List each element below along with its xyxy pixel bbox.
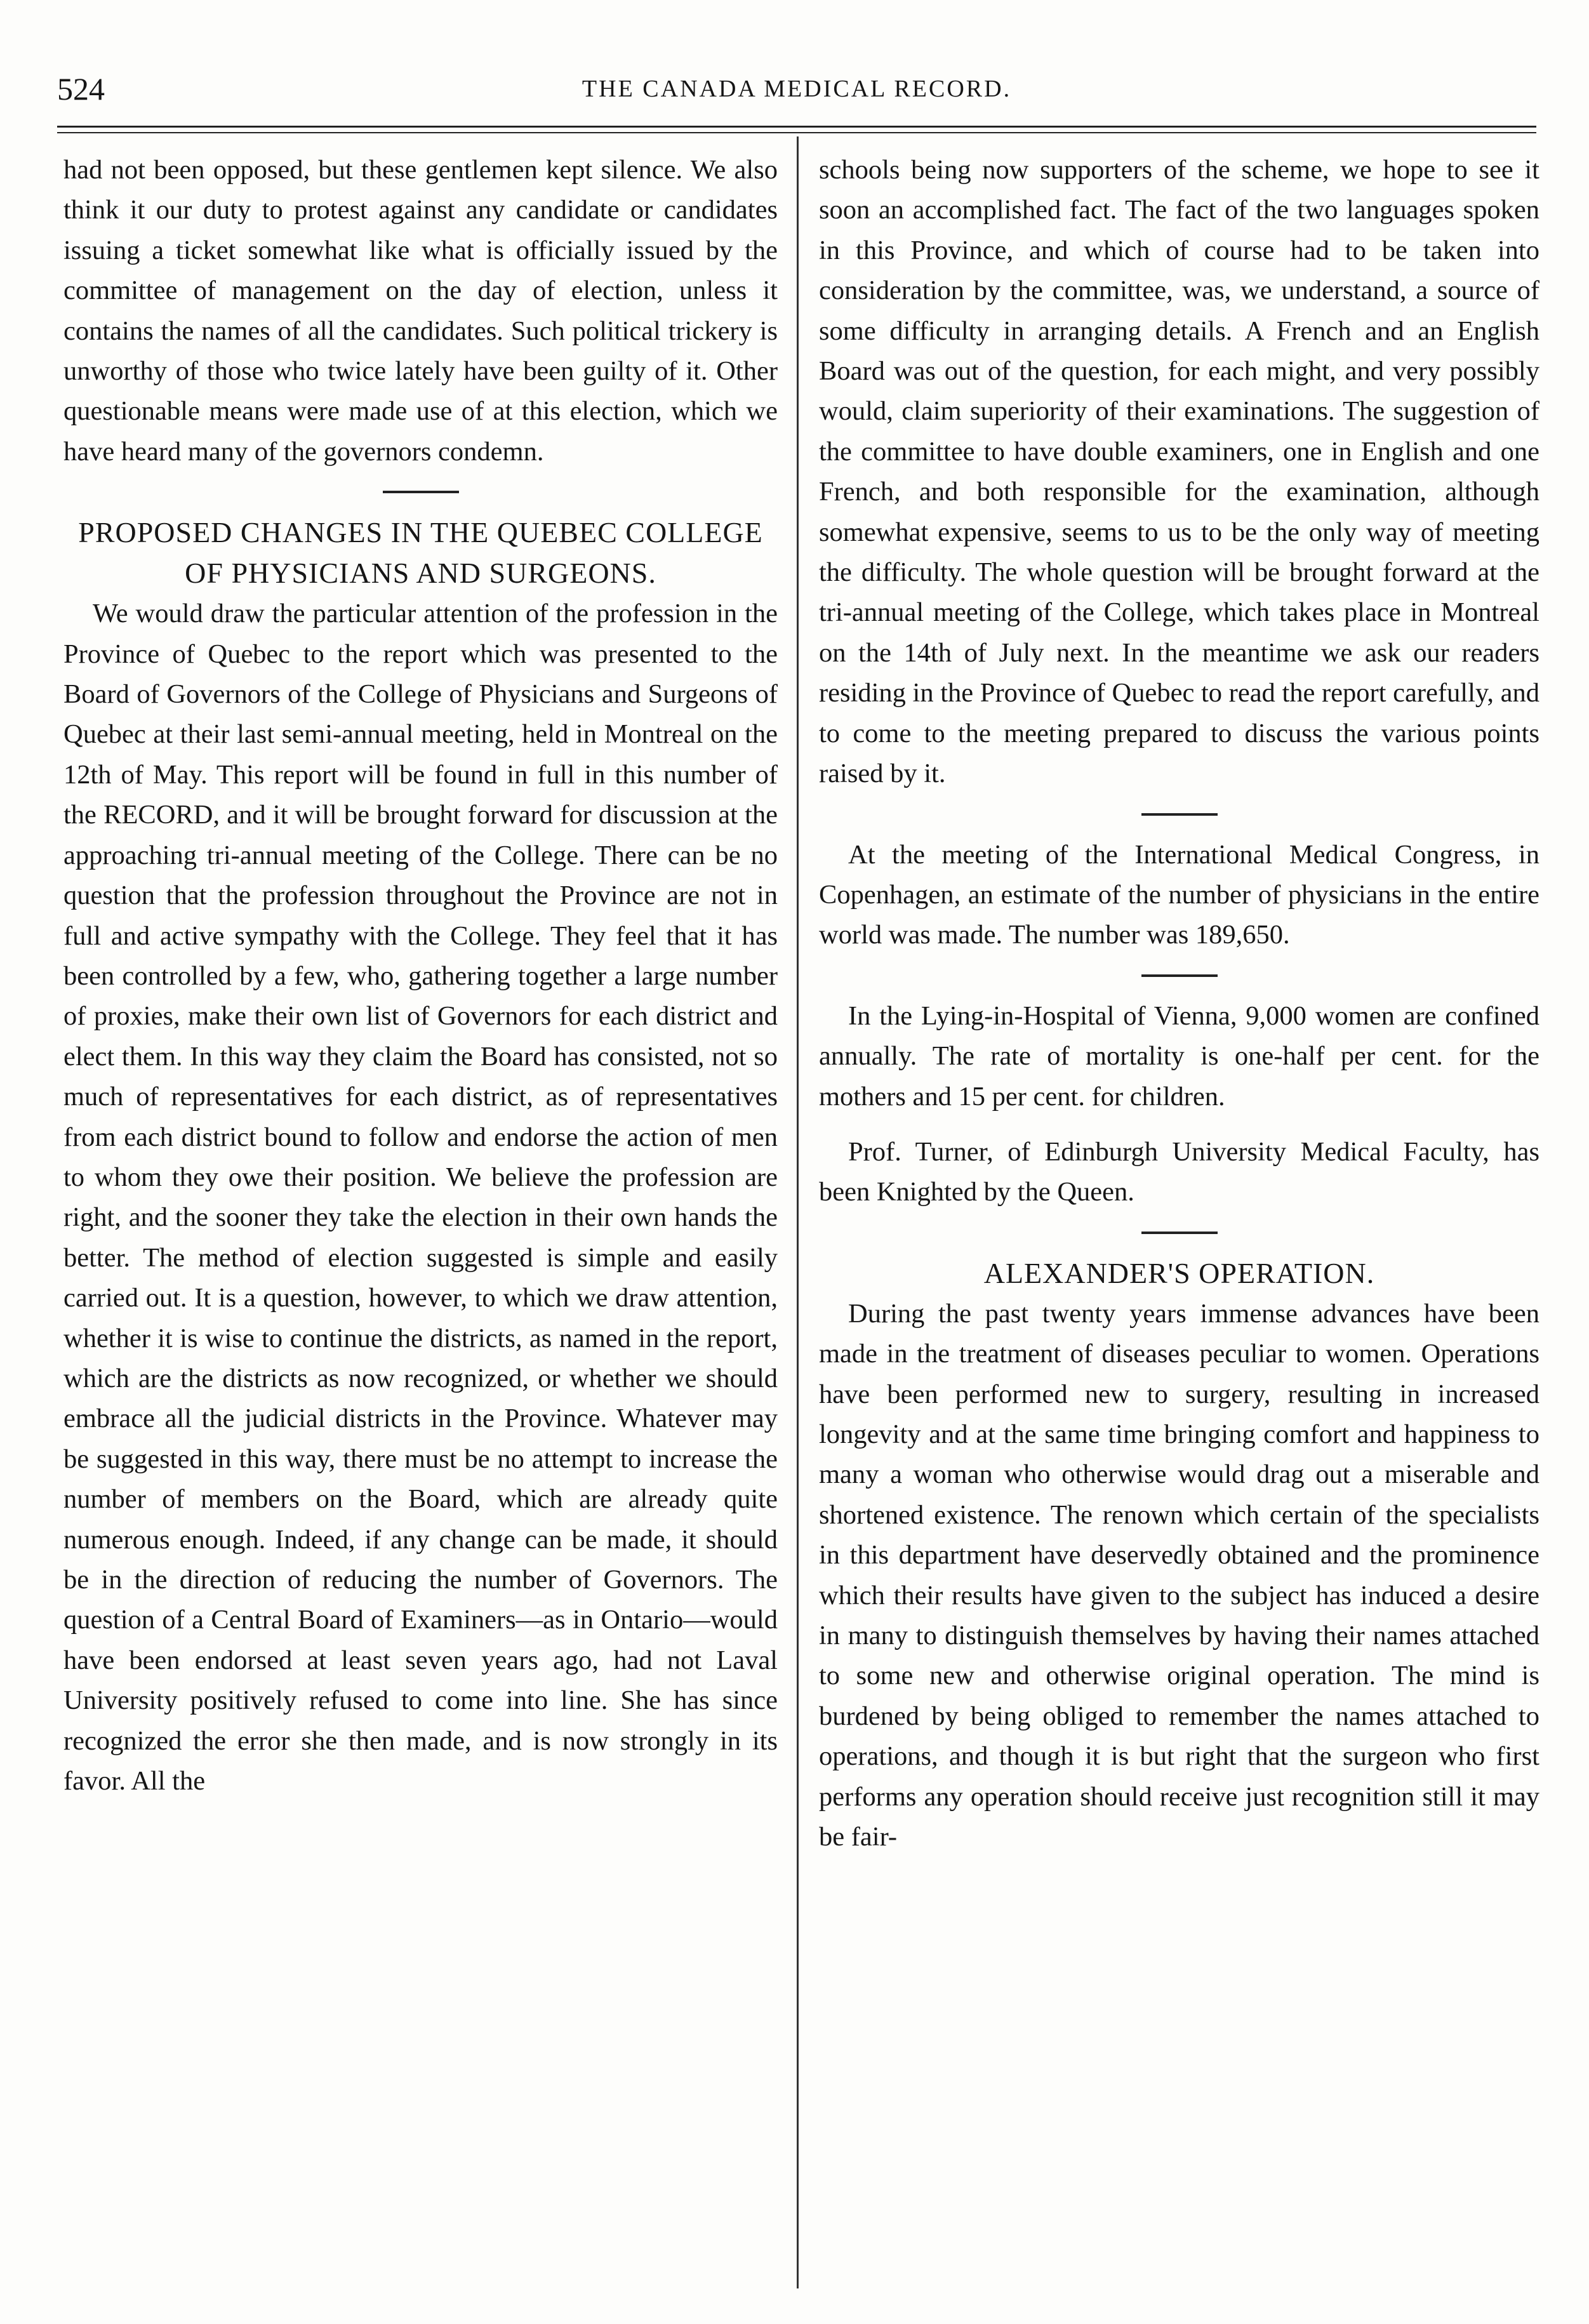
paragraph-vienna-hospital: In the Lying-in-Hospital of Vienna, 9,000 women are confined annually. The rate of mortality is one-half per cent. for the mothers and 15 per cent. for children. bbox=[819, 1000, 1539, 1112]
page-header bbox=[57, 63, 1536, 114]
section-separator bbox=[1141, 813, 1218, 816]
header-rule-double bbox=[57, 132, 1536, 133]
column-divider bbox=[797, 136, 799, 2288]
header-rule bbox=[57, 126, 1536, 128]
section-separator bbox=[1141, 1232, 1218, 1234]
section-separator bbox=[1141, 974, 1218, 977]
right-column bbox=[819, 150, 1539, 2295]
right-paragraph-continued: schools being now supporters of the scheme, we hope to see it soon an accomplished fact. The fact of the two languages spoken in this Province, and which of course had to be taken into consideration by the committee, was, we understand, a source of some difficulty in arranging details. A French and an English Board was out of the question, for each might, and very possibly would, claim superiority of their examinations. The suggestion of the committee to have double examiners, one in English and one French, and both responsible for the examination, although somewhat expensive, seems to us to be the only way of meeting the difficulty. The whole question will be brought forward at the tri-annual meeting of the College, which takes place in Montreal on the 14th of July next. In the meantime we ask our readers residing in the Province of Quebec to read the report carefully, and to come to the meeting prepared to discuss the various points raised by it. bbox=[819, 155, 1539, 789]
section-heading-quebec-college: PROPOSED CHANGES IN THE QUEBEC COLLEGE OF PHYSICIANS AND SURGEONS. bbox=[78, 516, 763, 590]
section-heading-alexanders-operation: ALEXANDER'S OPERATION. bbox=[983, 1256, 1375, 1289]
running-head: THE CANADA MEDICAL RECORD. bbox=[582, 76, 1012, 102]
paragraph-alexanders-operation: During the past twenty years immense advances have been made in the treatment of diseases peculiar to women. Operations have been performed new to surgery, resulting in increased longevity and at the same time bringing comfort and happiness to many a woman who otherwise would drag out a miserable and shortened existence. The renown which certain of the specialists in this department have deservedly obtained and the prominence which their results have given to the subject has induced a desire in many to distinguish themselves by having their names attached to some new and otherwise original operation. The mind is burdened by being obliged to remember the names attached to operations, and though it is but right that the surgeon who first performs any operation should receive just recognition still it may be fair- bbox=[819, 1298, 1539, 1852]
left-paragraph-continued: had not been opposed, but these gentlemen kept silence. We also think it our duty to protest against any candidate or candidates issuing a ticket somewhat like what is officially issued by the committee of management on the day of election, unless it contains the names of all the candidates. Such political trickery is unworthy of those who twice lately have been guilty of it. Other questionable means were made use of at this election, which we have heard many of the governors condemn. bbox=[63, 155, 778, 467]
paragraph-proposed-changes: We would draw the particular attention of the profession in the Province of Quebec to the report which was presented to the Board of Governors of the College of Physicians and Surgeons of Quebec at their last semi-annual meeting, held in Montreal on the 12th of May. This report will be found in full in this number of the RECORD, and it will be brought forward for discussion at the approaching tri-annual meeting of the College. There can be no question that the profession throughout the Province are not in full and active sympathy with the College. They feel that it has been controlled by a few, who, gathering together a large number of proxies, make their own list of Governors for each district and elect them. In this way they claim the Board has consisted, not so much of representatives for each district, as of representatives from each district bound to follow and endorse the action of men to whom they owe their position. We believe the profession are right, and the sooner they take the election in their own hands the better. The method of election suggested is simple and easily carried out. It is a question, however, to which we draw attention, whether it is wise to continue the districts, as named in the report, which are the districts as now recognized, or whether we should embrace all the judicial districts in the Province. Whatever may be suggested in this way, there must be no attempt to increase the number of members on the Board, which are already quite numerous enough. Indeed, if any change can be made, it should be in the direction of reducing the number of Governors. The question of a Central Board of Examiners—as in Ontario—would have been endorsed at least seven years ago, had not Laval University positively refused to come into line. She has since recognized the error she then made, and is now strongly in its favor. All the bbox=[63, 599, 778, 1796]
section-separator bbox=[383, 491, 459, 493]
paragraph-gap bbox=[819, 1117, 1539, 1132]
paragraph-prof-turner: Prof. Turner, of Edinburgh University Medical Faculty, has been Knighted by the Queen. bbox=[819, 1136, 1539, 1207]
paragraph-medical-congress: At the meeting of the International Medical Congress, in Copenhagen, an estimate of the number of physicians in the entire world was made. The number was 189,650. bbox=[819, 839, 1539, 950]
left-column bbox=[63, 150, 778, 2295]
page-number: 524 bbox=[57, 71, 105, 107]
